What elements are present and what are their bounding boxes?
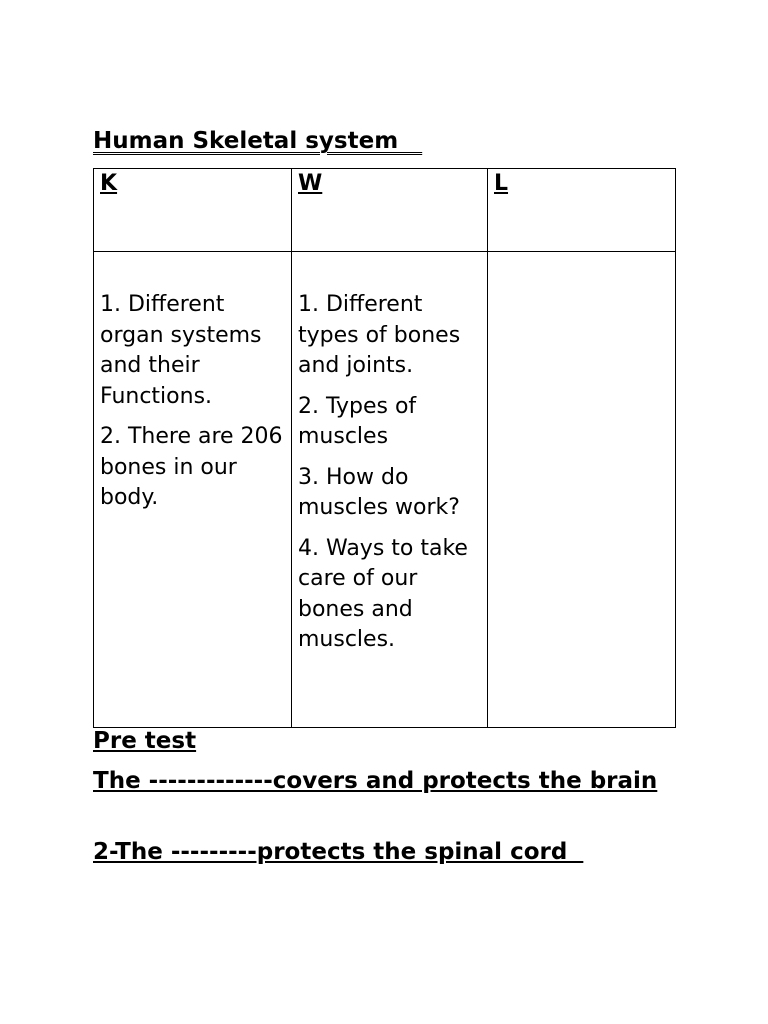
kwl-header-k: K [94, 169, 292, 252]
kwl-cell-w [292, 252, 488, 728]
kwl-header-l: L [488, 169, 676, 252]
kwl-header-row [94, 169, 676, 252]
w-item: 4. Ways to take care of our bones and muscles. [298, 535, 468, 652]
w-item: 1. Different types of bones and joints. [298, 292, 461, 378]
kwl-header-w: W [292, 169, 488, 252]
pretest-question: The -------------covers and protects the brain [93, 768, 658, 794]
pretest-question: 2-The ---------protects the spinal cord [93, 839, 584, 865]
k-item: 2. There are 206 bones in our body. [100, 424, 283, 510]
kwl-cell-k [94, 252, 292, 728]
w-item: 2. Types of muscles [298, 393, 417, 449]
document-title: Human Skeletal system [93, 128, 423, 154]
w-item: 3. How do muscles work? [298, 464, 460, 520]
kwl-content-row [94, 252, 676, 728]
k-item: 1. Different organ systems and their Functions. [100, 292, 262, 409]
pretest-heading: Pre test [93, 728, 197, 754]
kwl-cell-l [488, 252, 676, 728]
kwl-table [93, 168, 676, 728]
